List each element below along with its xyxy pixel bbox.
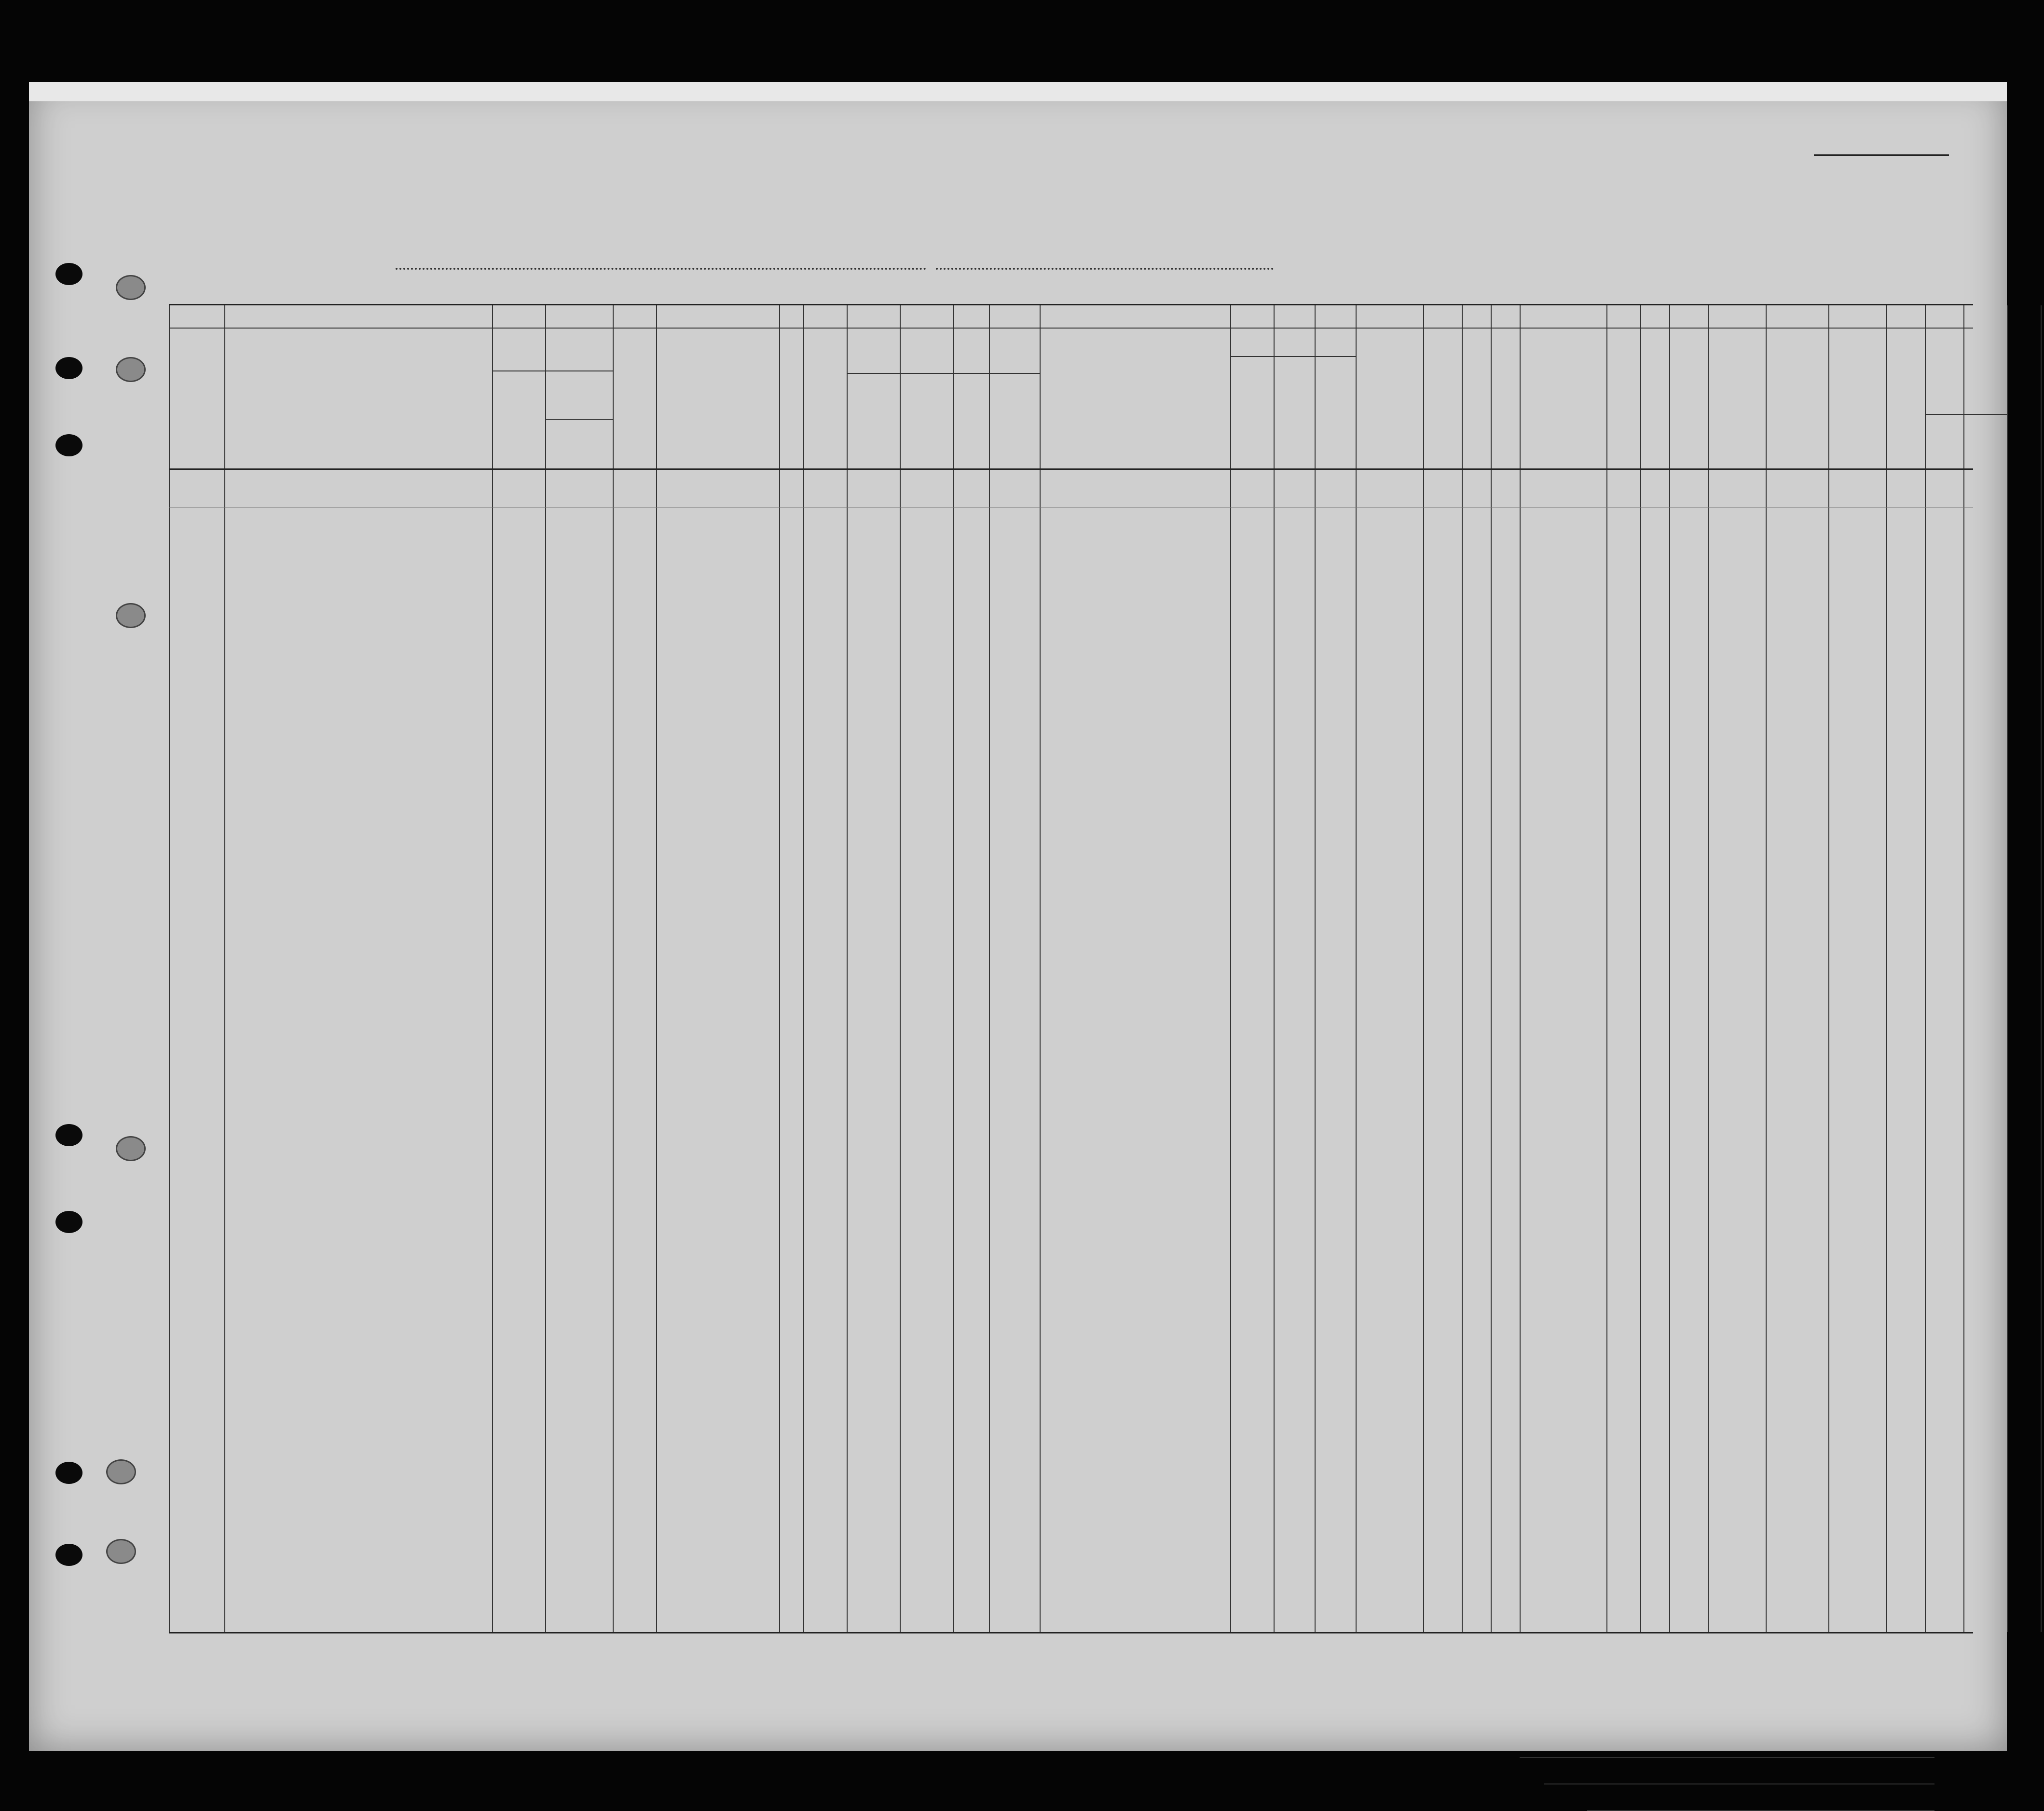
column-divider	[224, 305, 225, 1632]
column-divider	[656, 305, 657, 1632]
col24-a	[1235, 361, 1269, 465]
col24-b	[1276, 361, 1310, 465]
binder-hole	[106, 1539, 136, 1564]
column-divider	[1886, 305, 1887, 1632]
column-divider	[1828, 305, 1829, 1632]
column-divider	[169, 305, 170, 1632]
col18-subrule	[492, 370, 613, 371]
col31-header	[1674, 337, 1701, 465]
col18-subrule2	[545, 419, 613, 420]
column-divider	[1274, 305, 1275, 1632]
line-underline	[1520, 1757, 1934, 1758]
column-divider	[1766, 305, 1767, 1632]
date-dotted-line	[936, 268, 1274, 270]
column-divider	[1315, 305, 1316, 1632]
column-divider	[1708, 305, 1709, 1632]
col34-feet	[1833, 416, 1848, 460]
binder-hole	[55, 263, 82, 285]
column-divider	[545, 305, 546, 1632]
binder-hole	[106, 1459, 136, 1484]
col22-subrule	[847, 373, 1040, 374]
col26-header	[1430, 337, 1454, 465]
col28-header	[1527, 337, 1599, 465]
column-divider	[1640, 305, 1641, 1632]
binder-hole	[55, 434, 82, 456]
column-divider	[613, 305, 614, 1632]
col36-subrule	[1925, 414, 2007, 415]
column-divider	[1040, 305, 1041, 1632]
manifest-table	[169, 304, 1973, 1633]
column-divider	[847, 305, 848, 1632]
column-divider	[900, 305, 901, 1632]
binder-hole	[116, 603, 146, 628]
binder-hole	[116, 1136, 146, 1161]
column-divider	[1606, 305, 1607, 1632]
port-dotted-line	[396, 268, 926, 270]
column-divider	[1925, 305, 1926, 1632]
header-bottom-divider	[169, 468, 1973, 470]
binder-hole	[55, 1211, 82, 1233]
column-divider	[953, 305, 954, 1632]
column-divider	[1520, 305, 1521, 1632]
header-divider	[169, 328, 1973, 329]
column-divider	[1669, 305, 1670, 1632]
col24-subrule	[1230, 356, 1356, 357]
binder-hole	[55, 1544, 82, 1566]
column-divider	[1462, 305, 1463, 1632]
column-divider	[1491, 305, 1492, 1632]
column-divider	[2007, 305, 2008, 1632]
column-divider	[989, 305, 990, 1632]
col34-inches	[1857, 416, 1872, 460]
column-divider	[1423, 305, 1424, 1632]
column-divider	[1963, 305, 1964, 1632]
col30-header	[1644, 337, 1666, 465]
col29-header	[1611, 337, 1635, 465]
binder-hole	[55, 1124, 82, 1146]
binder-hole	[116, 357, 146, 382]
column-divider	[779, 305, 780, 1632]
binder-hole	[55, 1462, 82, 1484]
col19-header	[617, 334, 646, 465]
col21-header	[784, 334, 803, 465]
column-divider	[492, 305, 493, 1632]
col25-header	[1360, 337, 1413, 465]
binder-hole	[55, 357, 82, 379]
sheet-top-edge	[29, 82, 2007, 101]
list-underline	[1814, 154, 1949, 156]
column-divider	[1356, 305, 1357, 1632]
manifest-sheet	[29, 82, 2007, 1751]
column-divider	[2041, 305, 2042, 1632]
col27-header	[1467, 337, 1486, 465]
binder-hole	[116, 275, 146, 300]
col27b-header	[1500, 337, 1515, 465]
col24-c	[1317, 361, 1351, 465]
column-divider	[803, 305, 804, 1632]
column-divider	[1230, 305, 1231, 1632]
